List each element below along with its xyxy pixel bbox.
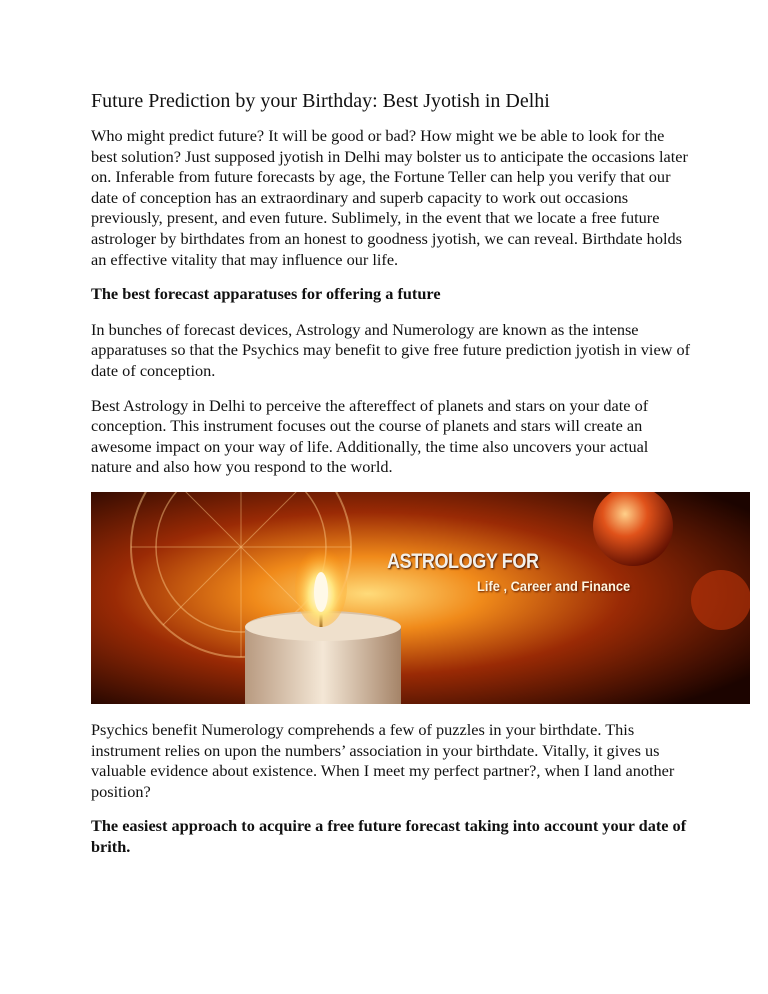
banner-artwork: [91, 492, 750, 704]
intro-paragraph: Who might predict future? It will be good or bad? How might we be able to look for the best solution? Just supposed jyotish in Delhi may bolster us to anticipate the occasions later on. Inferable from future forecasts by age, the Fortune Teller can help you verify that our date of conception has an extraordinary and superb capacity to work out occasions previously, present, and even future. Sublimely, in the event that we locate a free future astrologer by birthdates from an honest to goodness jyotish, we can reveal. Birthdate holds an effective vitality that may influence our life.: [91, 126, 688, 269]
section-heading-easiest-approach: The easiest approach to acquire a free future forecast taking into account your date of brith.: [91, 816, 687, 856]
astrology-paragraph: Best Astrology in Delhi to perceive the aftereffect of planets and stars on your date of conception. This instrument focuses out the course of planets and stars will create an awesome impact on your way of life. Additionally, the time also uncovers your actual nature and also how you respond to the world.: [91, 395, 649, 477]
astrology-banner-image: [91, 492, 750, 704]
forecast-tools-paragraph: In bunches of forecast devices, Astrology and Numerology are known as the intense apparatuses so that the Psychics may benefit to give free future prediction jyotish in view of date of conception.: [91, 319, 691, 380]
document-page: [91, 88, 691, 872]
section-heading-forecast-tools: The best forecast apparatuses for offering a future: [91, 284, 441, 304]
numerology-paragraph: Psychics benefit Numerology comprehends a few of puzzles in your birthdate. This instrument relies on upon the numbers’ association in your birthdate. Vitally, it gives us valuable evidence about existence. When I meet my perfect partner?, when I land another position?: [91, 719, 675, 801]
banner-subtitle: Life , Career and Finance: [477, 577, 631, 594]
document-title: Future Prediction by your Birthday: Best Jyotish in Delhi: [91, 90, 550, 112]
banner-title: ASTROLOGY FOR: [387, 549, 539, 573]
